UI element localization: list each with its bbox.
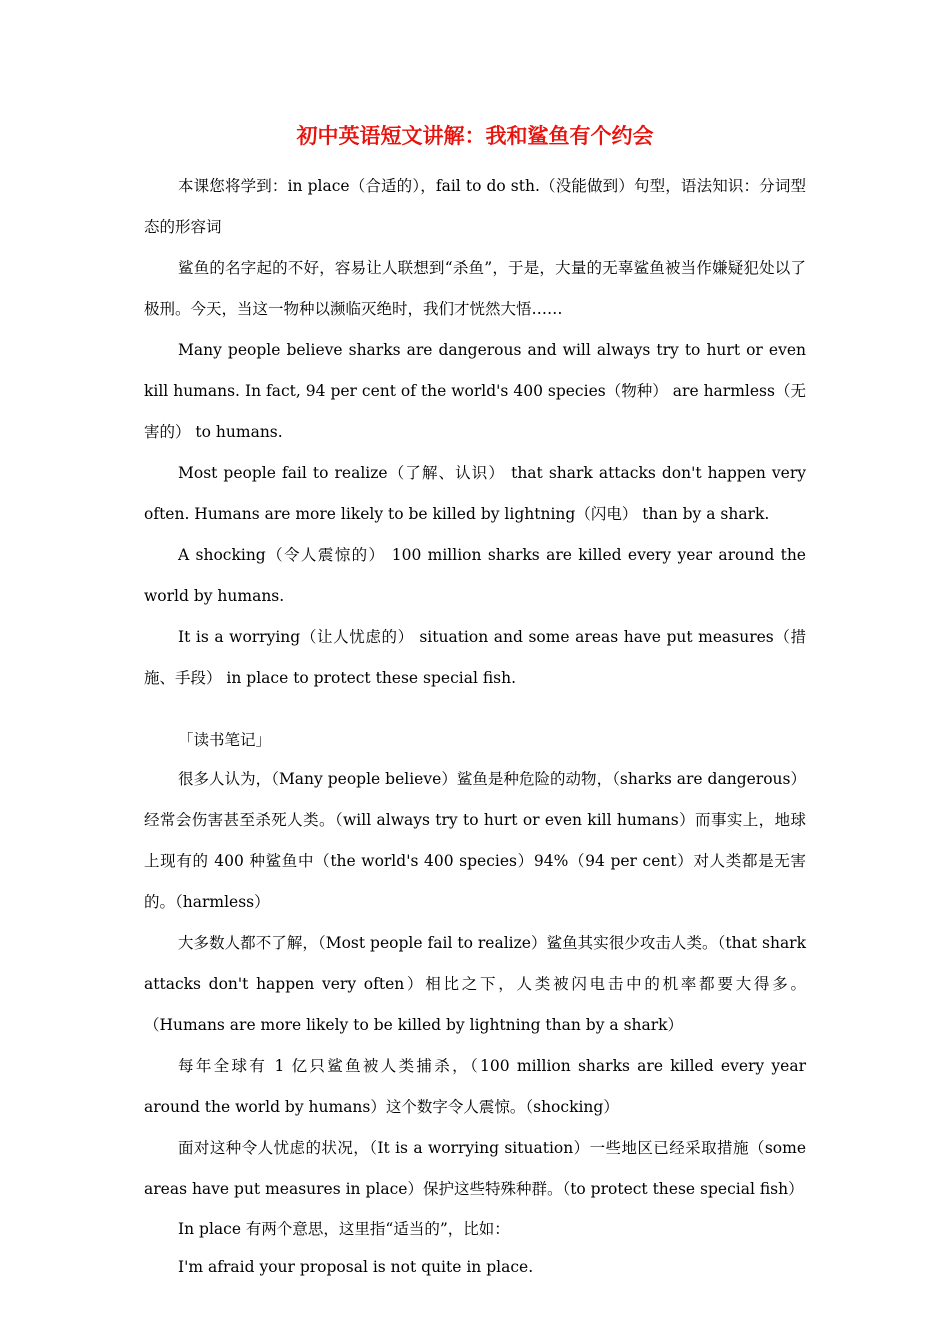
note-paragraph: 很多人认为，（Many people believe）鲨鱼是种危险的动物，（sharks are dangerous）经常会伤害甚至杀死人类。（will always try to hurt or even kill humans）而事实上，地球上现有的 400 种鲨鱼中（the world's 400 species）94%（94 per cent）对人类都是无害的。（harmless） xyxy=(144,770,806,911)
note-paragraph: 面对这种令人忧虑的状况，（It is a worrying situation）一些地区已经采取措施（some areas have put measures in place）保护这些特殊种群。（to protect these special fish） xyxy=(144,1139,806,1198)
note-paragraph: I'm afraid your proposal is not quite in place. xyxy=(178,1258,534,1276)
section-spacer xyxy=(144,699,806,721)
intro-paragraph: 本课您将学到：in place（合适的），fail to do sth.（没能做到）句型，语法知识：分词型态的形容词 xyxy=(144,177,806,236)
article-paragraph: Most people fail to realize（了解、认识） that shark attacks don't happen very often. Humans are more likely to be killed by lightning（闪电） than by a shark. xyxy=(144,464,806,523)
document-page xyxy=(144,118,806,1286)
article-paragraph: A shocking（令人震惊的） 100 million sharks are killed every year around the world by humans. xyxy=(144,546,806,605)
article-paragraph: It is a worrying（让人忧虑的） situation and some areas have put measures（措施、手段） in place to protect these special fish. xyxy=(144,628,806,687)
notes-heading: 「读书笔记」 xyxy=(178,731,272,749)
document-title: 初中英语短文讲解：我和鲨鱼有个约会 xyxy=(296,123,654,148)
article-paragraph: Many people believe sharks are dangerous and will always try to hurt or even kill humans. In fact, 94 per cent of the world's 400 species（物种） are harmless（无害的） to humans. xyxy=(144,341,806,441)
intro-paragraph: 鲨鱼的名字起的不好，容易让人联想到“杀鱼”，于是，大量的无辜鲨鱼被当作嫌疑犯处以了极刑。今天，当这一物种以濒临灭绝时，我们才恍然大悟…… xyxy=(144,259,806,318)
note-paragraph: 每年全球有 1 亿只鲨鱼被人类捕杀，（100 million sharks are killed every year around the world by humans）这个数字令人震惊。（shocking） xyxy=(144,1057,806,1116)
note-paragraph: In place 有两个意思，这里指“适当的”，比如： xyxy=(178,1220,510,1238)
note-paragraph: 大多数人都不了解，（Most people fail to realize）鲨鱼其实很少攻击人类。（that shark attacks don't happen very often）相比之下，人类被闪电击中的机率都要大得多。（Humans are more likely to be killed by lightning than by a shark） xyxy=(144,934,806,1034)
